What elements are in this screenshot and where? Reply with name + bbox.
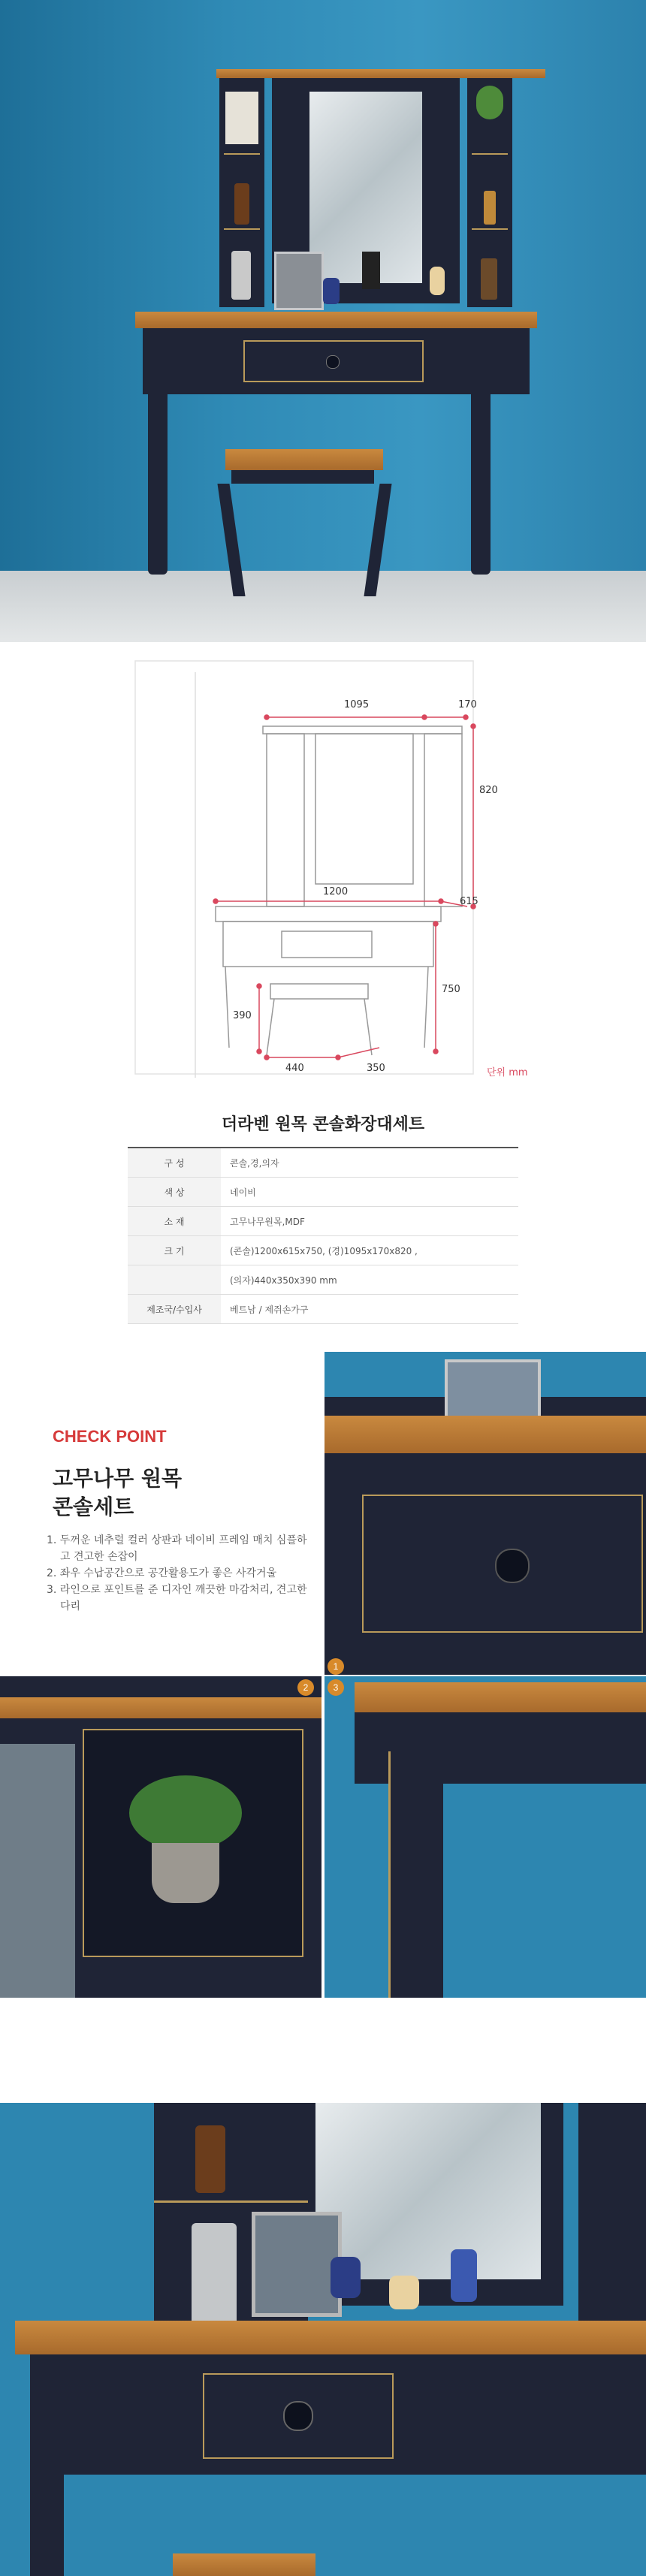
list-item: 3. 라인으로 포인트를 준 디자인 깨끗한 마감처리, 견고한 다리	[47, 1584, 307, 1612]
spec-label: 구 성	[128, 1148, 221, 1178]
bottle-icon	[389, 2276, 419, 2309]
table-leg	[471, 394, 491, 575]
spec-value: (의자)440x350x390 mm	[221, 1265, 518, 1295]
feature-list	[47, 1532, 309, 1615]
glass-bottle-icon	[192, 2223, 237, 2336]
dim-stool-width: 440	[285, 1063, 304, 1074]
table-row	[128, 1207, 518, 1236]
table-row	[128, 1148, 518, 1178]
spec-value: 고무나무원목,MDF	[221, 1207, 518, 1236]
mirror-top-board	[216, 69, 545, 78]
dim-stool-depth: 350	[367, 1063, 385, 1074]
perfume-icon	[323, 278, 340, 304]
badge-3: 3	[328, 1679, 344, 1696]
mirror-glass	[315, 2103, 541, 2279]
spec-label: 소 재	[128, 1207, 221, 1236]
dim-shelf-height: 820	[479, 785, 498, 796]
bottle-icon	[484, 191, 496, 225]
drawer-knob-icon	[283, 2401, 313, 2431]
bottle-icon	[430, 267, 445, 295]
perfume-icon	[331, 2257, 361, 2298]
check-point-text-panel	[0, 1352, 323, 1675]
table-leg	[148, 394, 168, 575]
drawer-closeup-photo	[325, 1352, 646, 1675]
table-row	[128, 1178, 518, 1207]
glass-bottle-icon	[231, 251, 251, 300]
list-item: 1. 두꺼운 네추럴 컬러 상판과 네이비 프레임 매치 심플하고 견고한 손잡이	[47, 1534, 307, 1563]
small-mirror-icon	[362, 252, 380, 289]
drawer	[243, 340, 424, 382]
spec-value: 베트남 / 제쥐손가구	[221, 1295, 518, 1324]
perfume-bottle-icon	[234, 183, 249, 225]
table-leg	[30, 2475, 64, 2576]
list-item: 2. 좌우 수납공간으로 공간활용도가 좋은 사각거울	[47, 1567, 277, 1579]
right-shelf	[578, 2103, 646, 2358]
photo-frame-icon	[252, 2212, 342, 2317]
dim-console-height: 750	[442, 984, 460, 995]
dim-console-width: 1200	[323, 886, 349, 897]
stool-seat	[173, 2553, 315, 2576]
spec-label: 크 기	[128, 1236, 221, 1265]
stool-apron	[231, 470, 374, 484]
dim-console-depth: 615	[460, 896, 478, 907]
right-shelf	[467, 78, 512, 307]
dim-unit: 단위 mm	[487, 1067, 528, 1078]
detail-photo	[0, 2103, 646, 2576]
console-apron	[143, 328, 530, 394]
bottle-icon	[481, 258, 497, 300]
title-line: 고무나무 원목	[53, 1466, 183, 1491]
spec-label: 제조국/수입사	[128, 1295, 221, 1324]
drawer	[203, 2373, 394, 2459]
dim-shelf-width: 170	[458, 699, 477, 710]
console-tabletop	[15, 2321, 646, 2354]
perfume-bottle-icon	[195, 2125, 225, 2193]
table-row	[128, 1236, 518, 1265]
table-row	[128, 1295, 518, 1324]
table-row	[128, 1265, 518, 1295]
dim-stool-height: 390	[233, 1010, 252, 1021]
shelf-closeup-photo	[0, 1676, 321, 1998]
product-title: 더라벤 원목 콘솔화장대세트	[221, 1115, 425, 1134]
books-icon	[225, 92, 258, 144]
left-shelf	[219, 78, 264, 307]
dim-mirror-width: 1095	[344, 699, 370, 710]
hero-product-photo	[0, 0, 646, 642]
console-apron	[30, 2354, 646, 2475]
spec-value: 콘솔,경,의자	[221, 1148, 518, 1178]
check-point-heading: CHECK POINT	[53, 1427, 167, 1446]
drawer-knob-icon	[326, 355, 340, 369]
table-leg	[388, 1751, 443, 1998]
spec-label: 색 상	[128, 1178, 221, 1207]
plant-icon	[476, 86, 503, 119]
photo-frame-icon	[274, 252, 324, 310]
shelf-compartment	[83, 1729, 303, 1957]
plant-icon	[129, 1775, 242, 1851]
spec-value: 네이비	[221, 1178, 518, 1207]
badge-2: 2	[297, 1679, 314, 1696]
pot-icon	[152, 1843, 219, 1903]
spec-table	[128, 1147, 518, 1324]
check-point-title	[53, 1464, 182, 1522]
floor	[0, 571, 646, 642]
spec-value: (콘솔)1200x615x750, (경)1095x170x820 ,	[221, 1236, 518, 1265]
leg-closeup-photo	[325, 1676, 646, 1998]
spec-label	[128, 1265, 221, 1295]
dimension-drawing	[0, 642, 646, 1085]
console-tabletop	[135, 312, 537, 328]
sketch-illustration	[0, 642, 646, 1085]
perfume-icon	[451, 2249, 477, 2302]
check-point-section	[0, 1352, 646, 1998]
drawer-knob-icon	[495, 1549, 530, 1583]
drawer	[362, 1495, 643, 1633]
badge-1: 1	[328, 1658, 344, 1675]
title-line: 콘솔세트	[53, 1495, 134, 1519]
stool-seat	[225, 449, 383, 470]
